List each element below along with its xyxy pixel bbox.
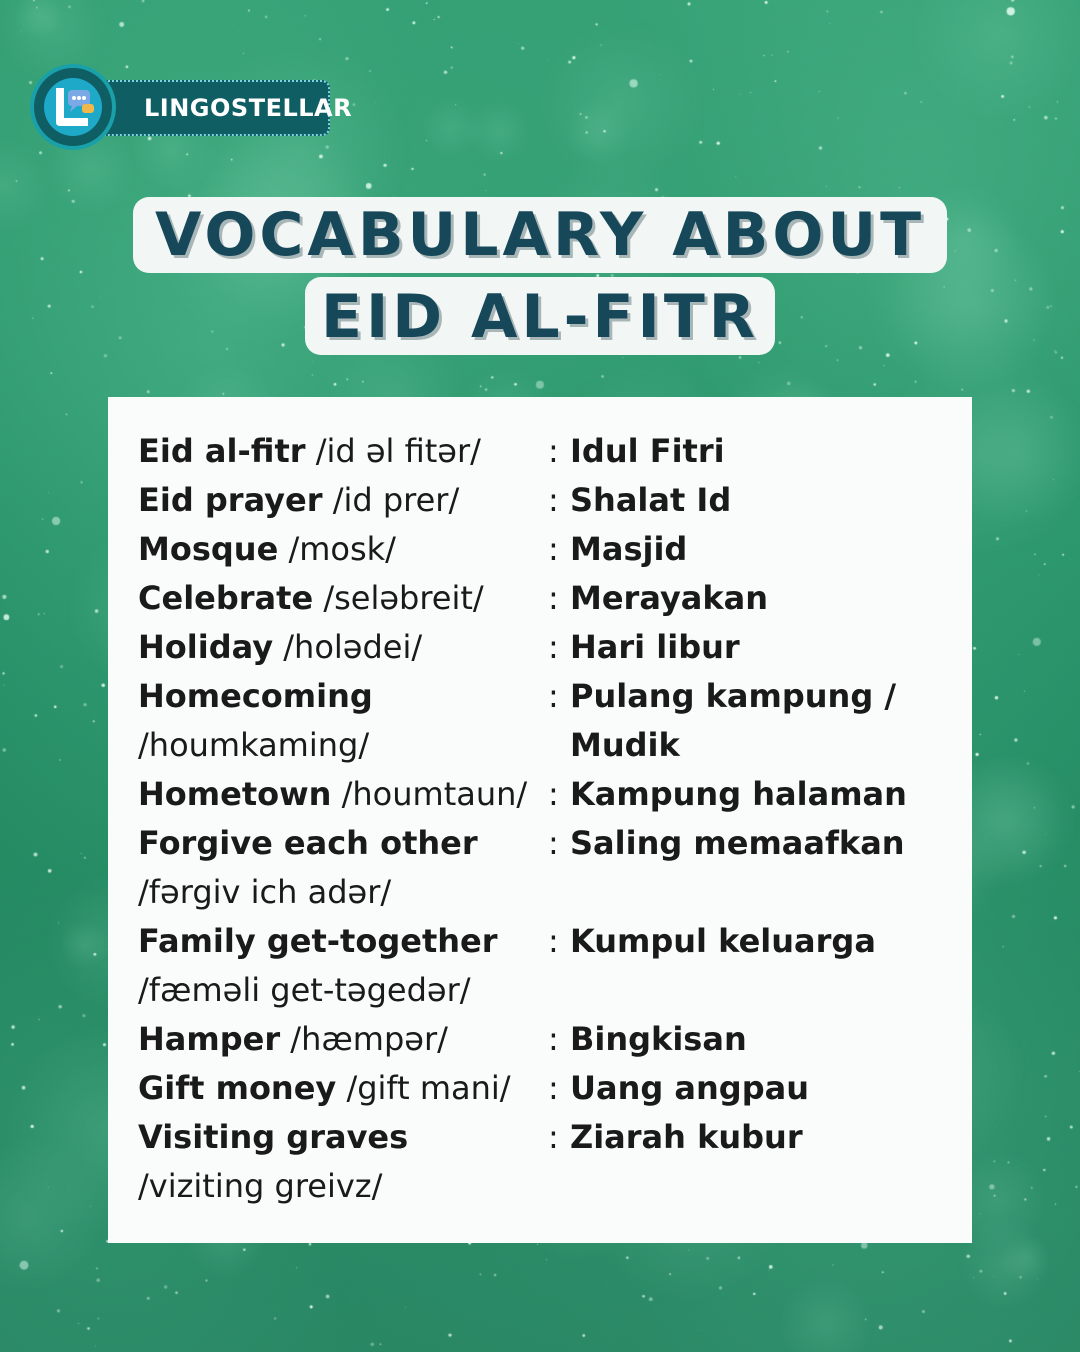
vocab-word: Hometown [138,775,332,813]
list-item [138,476,907,525]
vocab-term [138,770,548,819]
title-line2-box [305,277,775,355]
vocab-pronunciation: /hæmpər/ [290,1020,448,1058]
vocab-word: Mosque [138,530,279,568]
separator: : [548,432,559,470]
list-item [138,819,907,868]
vocab-term [138,1015,548,1064]
vocab-term [138,476,548,525]
list-item [138,574,907,623]
separator: : [548,922,559,960]
list-item [138,427,907,476]
vocab-word: Homecoming [138,677,373,715]
vocab-pronunciation: /seləbreit/ [323,579,484,617]
vocab-pronunciation: /viziting greivz/ [138,1167,383,1205]
vocab-term [138,1064,548,1113]
vocab-meaning: Idul Fitri [570,432,725,470]
vocab-term [138,917,548,966]
list-item [138,623,907,672]
vocab-meaning: Masjid [570,530,688,568]
vocab-word: Celebrate [138,579,314,617]
vocab-term [138,868,548,917]
vocab-word: Family get-together [138,922,498,960]
title-line1-box [133,197,947,273]
vocab-term [138,1113,548,1162]
brand-name: LINGOSTELLAR [144,94,353,122]
vocab-meaning: Kampung halaman [570,775,907,813]
separator: : [548,677,559,715]
separator: : [548,1069,559,1107]
separator: : [548,579,559,617]
separator: : [548,1020,559,1058]
vocab-pronunciation: /fərgiv ich adər/ [138,873,392,911]
vocabulary-card [108,397,972,1243]
vocab-pronunciation: /houmkaming/ [138,726,370,764]
vocab-meaning: Hari libur [570,628,740,666]
logo-badge [30,64,116,150]
vocab-word: Gift money [138,1069,337,1107]
list-item-continuation [138,868,907,917]
list-item [138,525,907,574]
vocab-pronunciation: /fæməli get-təgedər/ [138,971,471,1009]
vocab-term [138,1162,548,1211]
vocab-pronunciation: /id əl fitər/ [315,432,481,470]
separator: : [548,824,559,862]
vocab-pronunciation: /holədei/ [283,628,423,666]
vocabulary-list [138,427,907,1211]
vocab-term [138,574,548,623]
page-title-line2: EID AL-FITR [320,282,759,352]
vocab-term [138,525,548,574]
vocab-pronunciation: /houmtaun/ [341,775,528,813]
separator: : [548,481,559,519]
list-item [138,1015,907,1064]
separator-spacer [548,868,570,917]
vocab-meaning: Shalat Id [570,481,732,519]
list-item [138,770,907,819]
vocab-pronunciation: /gift mani/ [346,1069,511,1107]
vocab-word: Eid prayer [138,481,323,519]
vocab-word: Holiday [138,628,274,666]
vocab-pronunciation: /id prer/ [332,481,460,519]
vocab-meaning-continued: Mudik [570,726,680,764]
vocab-meaning: Saling memaafkan [570,824,905,862]
vocab-word: Eid al-fitr [138,432,306,470]
list-item-continuation [138,1162,907,1211]
vocab-meaning: Kumpul keluarga [570,922,876,960]
vocab-term [138,623,548,672]
vocab-meaning: Uang angpau [570,1069,809,1107]
list-item [138,917,907,966]
list-item-continuation [138,721,907,770]
page-title-line1: VOCABULARY ABOUT [154,200,926,270]
separator-spacer [548,966,570,1015]
separator: : [548,1118,559,1156]
separator: : [548,628,559,666]
separator: : [548,530,559,568]
separator: : [548,775,559,813]
vocab-meaning: Bingkisan [570,1020,747,1058]
vocab-meaning: Pulang kampung / [570,677,897,715]
list-item [138,1113,907,1162]
vocab-term [138,427,548,476]
vocab-word: Forgive each other [138,824,478,862]
brand-logo [30,64,353,152]
vocab-term [138,721,548,770]
separator-spacer [548,1162,570,1211]
vocab-pronunciation: /mosk/ [288,530,396,568]
list-item [138,1064,907,1113]
vocab-word: Hamper [138,1020,281,1058]
vocab-term [138,819,548,868]
chat-bubble-icon [44,78,102,136]
vocab-term [138,966,548,1015]
vocab-meaning: Merayakan [570,579,769,617]
vocab-word: Visiting graves [138,1118,409,1156]
vocab-term [138,672,548,721]
vocab-meaning: Ziarah kubur [570,1118,803,1156]
separator-spacer [548,721,570,770]
list-item-continuation [138,966,907,1015]
list-item [138,672,907,721]
